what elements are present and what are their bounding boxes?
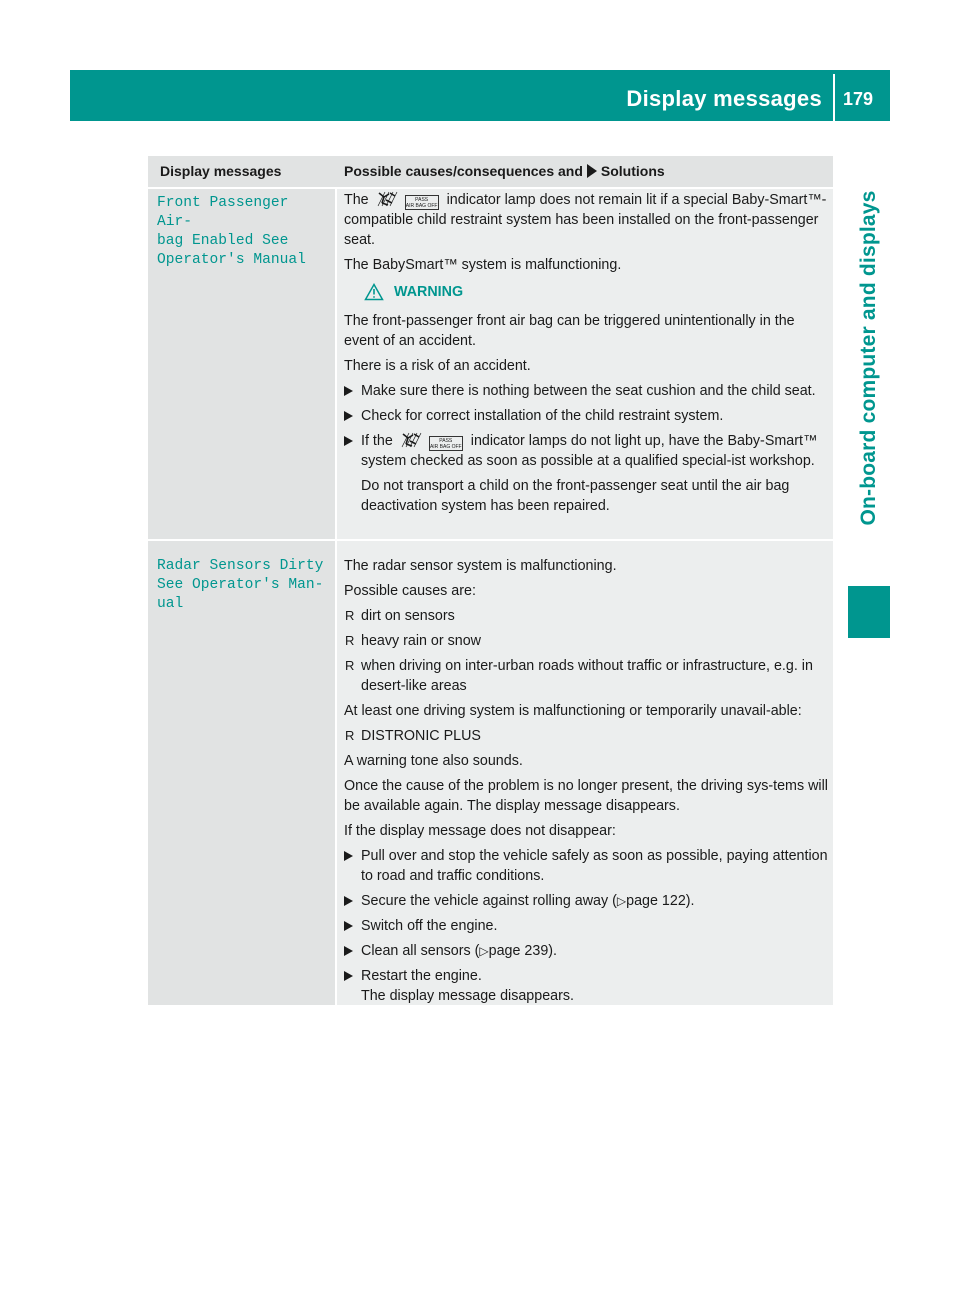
bullet-marker: R (345, 608, 355, 623)
page-ref-arrow-icon: ▷ (479, 944, 489, 958)
passenger-airbag-off-icon: PASS AIR BAG OFF (429, 438, 462, 450)
column-header-causes (344, 163, 665, 179)
section-title: Display messages (626, 86, 822, 111)
action-step: Pull over and stop the vehicle safely as soon as possible, paying attention to road and traffic conditions. (344, 846, 832, 886)
bullet-marker: R (345, 728, 355, 743)
warning-heading (364, 282, 832, 302)
display-messages-table (148, 156, 833, 1005)
table-header-row (148, 156, 833, 187)
child-seat-icon (400, 432, 422, 448)
chapter-marker (848, 586, 890, 638)
paragraph: The radar sensor system is malfunctioning. (344, 558, 617, 574)
action-result: The display message disappears. (361, 988, 574, 1004)
bullet-marker: R (345, 633, 355, 648)
column-header-messages: Display messages (160, 163, 282, 179)
paragraph: At least one driving system is malfunctioning or temporarily unavail-able: (344, 703, 802, 719)
action-step: Secure the vehicle against rolling away (▷page 122). (344, 891, 832, 911)
display-message-airbag: Front Passenger Air‐ bag Enabled See Operator's Manual (157, 195, 306, 268)
list-item: R heavy rain or snow (345, 633, 481, 649)
table-row (344, 556, 832, 1011)
action-step: Make sure there is nothing between the seat cushion and the child seat. (344, 381, 832, 401)
page-header (70, 70, 890, 121)
action-step: If the PASS AIR BAG OFF indicator lamps do not light up, have the Baby-Smart™ system checked as soon as possible at a qualified special-ist workshop. (344, 431, 832, 471)
page-reference-link[interactable]: page 122 (626, 893, 686, 909)
paragraph: If the display message does not disappear: (344, 823, 616, 839)
header-divider (833, 74, 835, 121)
column-header-solutions-text: Solutions (600, 163, 665, 179)
list-item: R dirt on sensors (345, 608, 455, 624)
warning-label: WARNING (394, 284, 464, 300)
page-number: 179 (843, 89, 874, 109)
child-seat-icon (376, 191, 398, 207)
paragraph: The BabySmart™ system is malfunctioning. (344, 257, 622, 273)
passenger-airbag-off-icon: PASS AIR BAG OFF (405, 197, 438, 209)
table-row (344, 190, 832, 521)
action-step: Clean all sensors (▷page 239). (344, 941, 832, 961)
display-message-radar: Radar Sensors Dirty See Operator's Man‐ ual (157, 558, 324, 612)
row-divider (148, 539, 833, 541)
action-step: Check for correct installation of the child restraint system. (344, 406, 832, 426)
column-header-causes-text: Possible causes/consequences and (344, 163, 583, 179)
list-item: R when driving on inter-urban roads without traffic or infrastructure, e.g. in desert-like areas (345, 658, 813, 694)
bullet-marker: R (345, 658, 355, 673)
paragraph: A warning tone also sounds. (344, 753, 523, 769)
list-item: R DISTRONIC PLUS (345, 728, 481, 744)
paragraph: There is a risk of an accident. (344, 358, 531, 374)
paragraph: The front-passenger front air bag can be triggered unintentionally in the event of an accident. (344, 313, 795, 349)
action-step: Restart the engine. (344, 966, 832, 986)
paragraph: The PASS AIR BAG OFF indicator lamp does not remain lit if a special Baby-Smart™-compatible child restraint system has been installed on the front-passenger seat. (344, 192, 827, 248)
action-step: Switch off the engine. (344, 916, 832, 936)
page-reference-link[interactable]: page 239 (488, 943, 549, 959)
action-note: Do not transport a child on the front-passenger seat until the air bag deactivation system has been repaired. (361, 478, 790, 514)
chapter-label: On-board computer and displays (857, 190, 880, 526)
paragraph: Once the cause of the problem is no longer present, the driving sys-tems will be available again. The display message disappears. (344, 778, 828, 814)
page-ref-arrow-icon: ▷ (616, 894, 627, 908)
side-chapter-tab (848, 121, 890, 596)
paragraph: Possible causes are: (344, 583, 476, 599)
action-arrow-icon (587, 164, 597, 178)
warning-triangle-icon (364, 283, 384, 301)
